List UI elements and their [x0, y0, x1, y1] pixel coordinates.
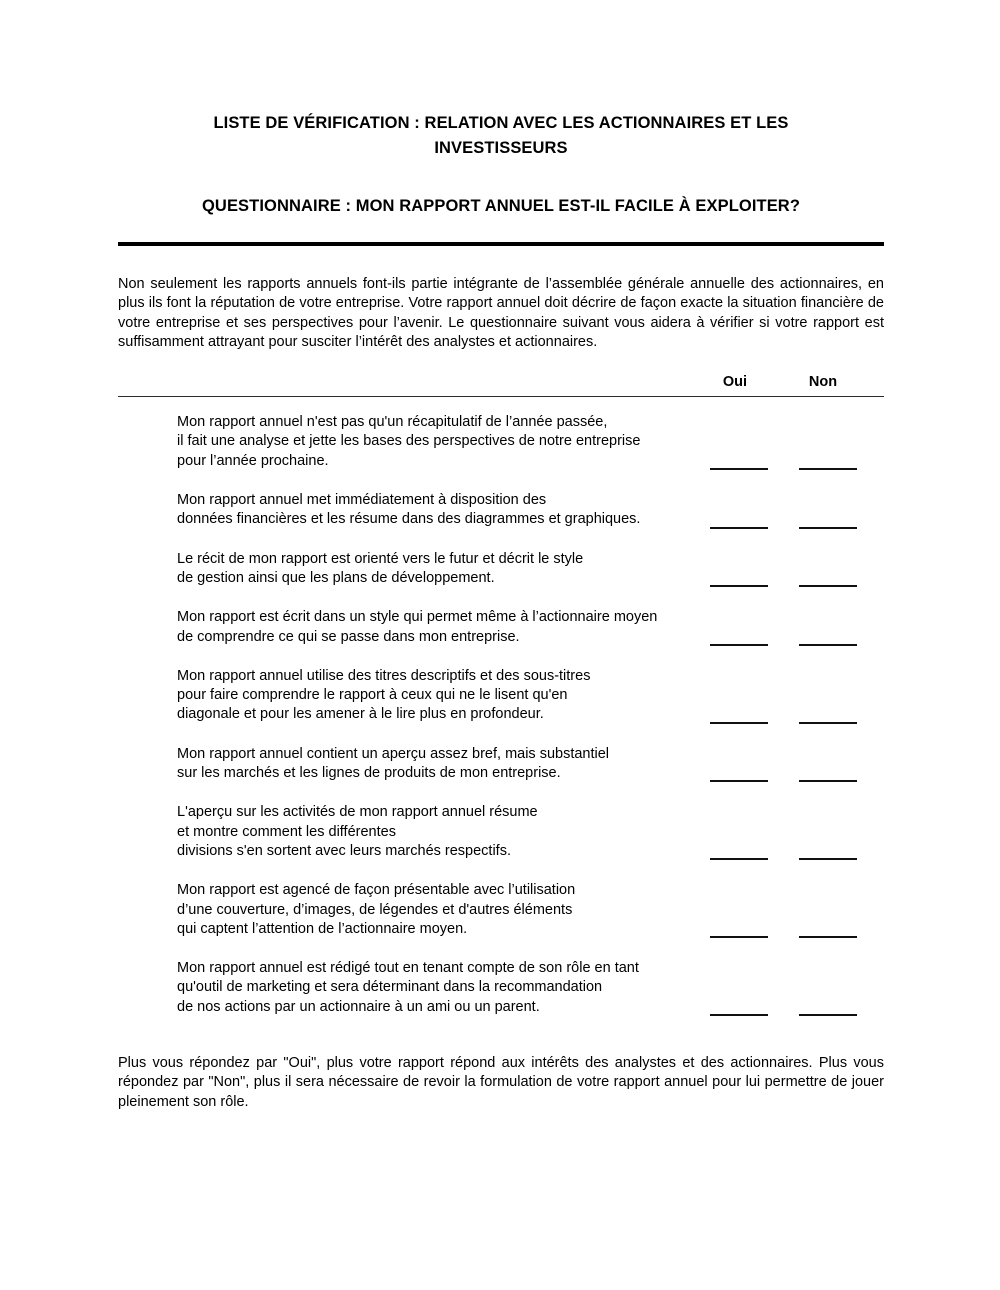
table-row — [118, 608, 884, 647]
question-line: Mon rapport annuel n'est pas qu'un récapitulatif de l’année passée, — [177, 414, 608, 431]
answer-blank-oui[interactable] — [710, 527, 768, 529]
answer-blank-non[interactable] — [799, 644, 857, 646]
answer-cells — [710, 920, 884, 939]
question-line: Mon rapport est écrit dans un style qui permet même à l’actionnaire moyen — [177, 609, 658, 626]
question-line: il fait une analyse et jette les bases des perspectives de notre entreprise — [177, 433, 641, 450]
answer-blank-oui[interactable] — [710, 780, 768, 782]
table-row — [118, 959, 884, 1017]
answer-cells — [710, 452, 884, 471]
answer-blank-oui[interactable] — [710, 858, 768, 860]
question-line: Mon rapport annuel contient un aperçu assez bref, mais substantiel — [177, 745, 610, 762]
answer-blank-non[interactable] — [799, 780, 857, 782]
closing-paragraph-block — [118, 1054, 884, 1112]
intro-paragraph-block — [118, 275, 884, 352]
table-row — [118, 745, 884, 784]
question-line: Mon rapport annuel utilise des titres descriptifs et des sous-titres — [177, 667, 591, 684]
answer-blank-non[interactable] — [799, 468, 857, 470]
answer-cells — [710, 628, 884, 647]
page-title: LISTE DE VÉRIFICATION : RELATION AVEC LES ACTIONNAIRES ET LES INVESTISSEURS — [213, 114, 789, 157]
question-line: qu'outil de marketing et sera déterminant dans la recommandation — [177, 979, 603, 996]
question-line: Le récit de mon rapport est orienté vers le futur et décrit le style — [177, 550, 584, 567]
question-line: sur les marchés et les lignes de produits de mon entreprise. — [177, 765, 561, 782]
question-line: Mon rapport annuel met immédiatement à disposition des — [177, 492, 547, 509]
column-header-oui: Oui — [722, 374, 748, 391]
answer-cells — [710, 569, 884, 588]
page-subtitle: QUESTIONNAIRE : MON RAPPORT ANNUEL EST-IL FACILE À EXPLOITER? — [202, 197, 800, 215]
question-line: de nos actions par un actionnaire à un ami ou un parent. — [177, 998, 540, 1015]
answer-blank-oui[interactable] — [710, 585, 768, 587]
answer-blank-oui[interactable] — [710, 936, 768, 938]
table-row — [118, 803, 884, 861]
answer-cells — [710, 998, 884, 1017]
question-text — [118, 745, 737, 784]
answer-cells — [710, 705, 884, 724]
table-row — [118, 881, 884, 939]
question-text — [118, 491, 737, 530]
header-divider — [118, 242, 884, 246]
closing-paragraph: Plus vous répondez par "Oui", plus votre rapport répond aux intérêts des analystes et des actionnaires. Plus vous répondez par "Non", plus il sera nécessaire de revoir la formulation de votre rapport annuel pour lui permettre de jouer pleinement son rôle. — [118, 1055, 884, 1110]
question-line: de comprendre ce qui se passe dans mon entreprise. — [177, 628, 520, 645]
question-line: Mon rapport annuel est rédigé tout en tenant compte de son rôle en tant — [177, 960, 639, 977]
answer-blank-non[interactable] — [799, 1014, 857, 1016]
question-line: divisions s'en sortent avec leurs marchés respectifs. — [177, 842, 511, 859]
question-line: L'aperçu sur les activités de mon rapport annuel résume — [177, 804, 538, 821]
question-line: diagonale et pour les amener à le lire plus en profondeur. — [177, 706, 544, 723]
answer-cells — [710, 510, 884, 529]
answer-cells — [710, 842, 884, 861]
question-line: et montre comment les différentes — [177, 823, 396, 840]
table-row — [118, 491, 884, 530]
question-text — [118, 959, 737, 1017]
question-text — [118, 413, 737, 471]
answer-blank-oui[interactable] — [710, 644, 768, 646]
question-text — [118, 608, 737, 647]
document-content — [118, 0, 884, 1112]
question-line: d’une couverture, d’images, de légendes et d'autres éléments — [177, 901, 573, 918]
question-line: qui captent l’attention de l’actionnaire moyen. — [177, 920, 468, 937]
question-text — [118, 803, 737, 861]
answer-blank-non[interactable] — [799, 585, 857, 587]
answer-blank-oui[interactable] — [710, 1014, 768, 1016]
question-line: Mon rapport est agencé de façon présentable avec l’utilisation — [177, 882, 576, 899]
column-header-non: Non — [808, 374, 838, 391]
question-line: pour faire comprendre le rapport à ceux qui ne le lisent qu'en — [177, 687, 568, 704]
answer-blank-non[interactable] — [799, 858, 857, 860]
document-header — [118, 0, 884, 246]
table-header-divider — [118, 396, 884, 397]
answer-blank-oui[interactable] — [710, 468, 768, 470]
question-text — [118, 550, 737, 589]
question-line: de gestion ainsi que les plans de développement. — [177, 569, 495, 586]
question-text — [118, 667, 737, 725]
answer-blank-non[interactable] — [799, 936, 857, 938]
question-line: pour l’année prochaine. — [177, 452, 329, 469]
answer-cells — [710, 764, 884, 783]
table-row — [118, 413, 884, 471]
question-line: données financières et les résume dans des diagrammes et graphiques. — [177, 511, 641, 528]
answer-blank-non[interactable] — [799, 722, 857, 724]
table-row — [118, 550, 884, 589]
answer-blank-oui[interactable] — [710, 722, 768, 724]
answer-blank-non[interactable] — [799, 527, 857, 529]
table-column-headers — [118, 374, 884, 396]
intro-paragraph: Non seulement les rapports annuels font-ils partie intégrante de l’assemblée générale annuelle des actionnaires, en plus ils font la réputation de votre entreprise. Votre rapport annuel doit décrire de façon exacte la situation financière de votre entreprise et ses perspectives pour l’avenir. Le questionnaire suivant vous aidera à vérifier si votre rapport est suffisamment attrayant pour susciter l’intérêt des analystes et actionnaires. — [118, 276, 884, 350]
question-text — [118, 881, 737, 939]
questions-table — [118, 413, 884, 1017]
table-row — [118, 667, 884, 725]
